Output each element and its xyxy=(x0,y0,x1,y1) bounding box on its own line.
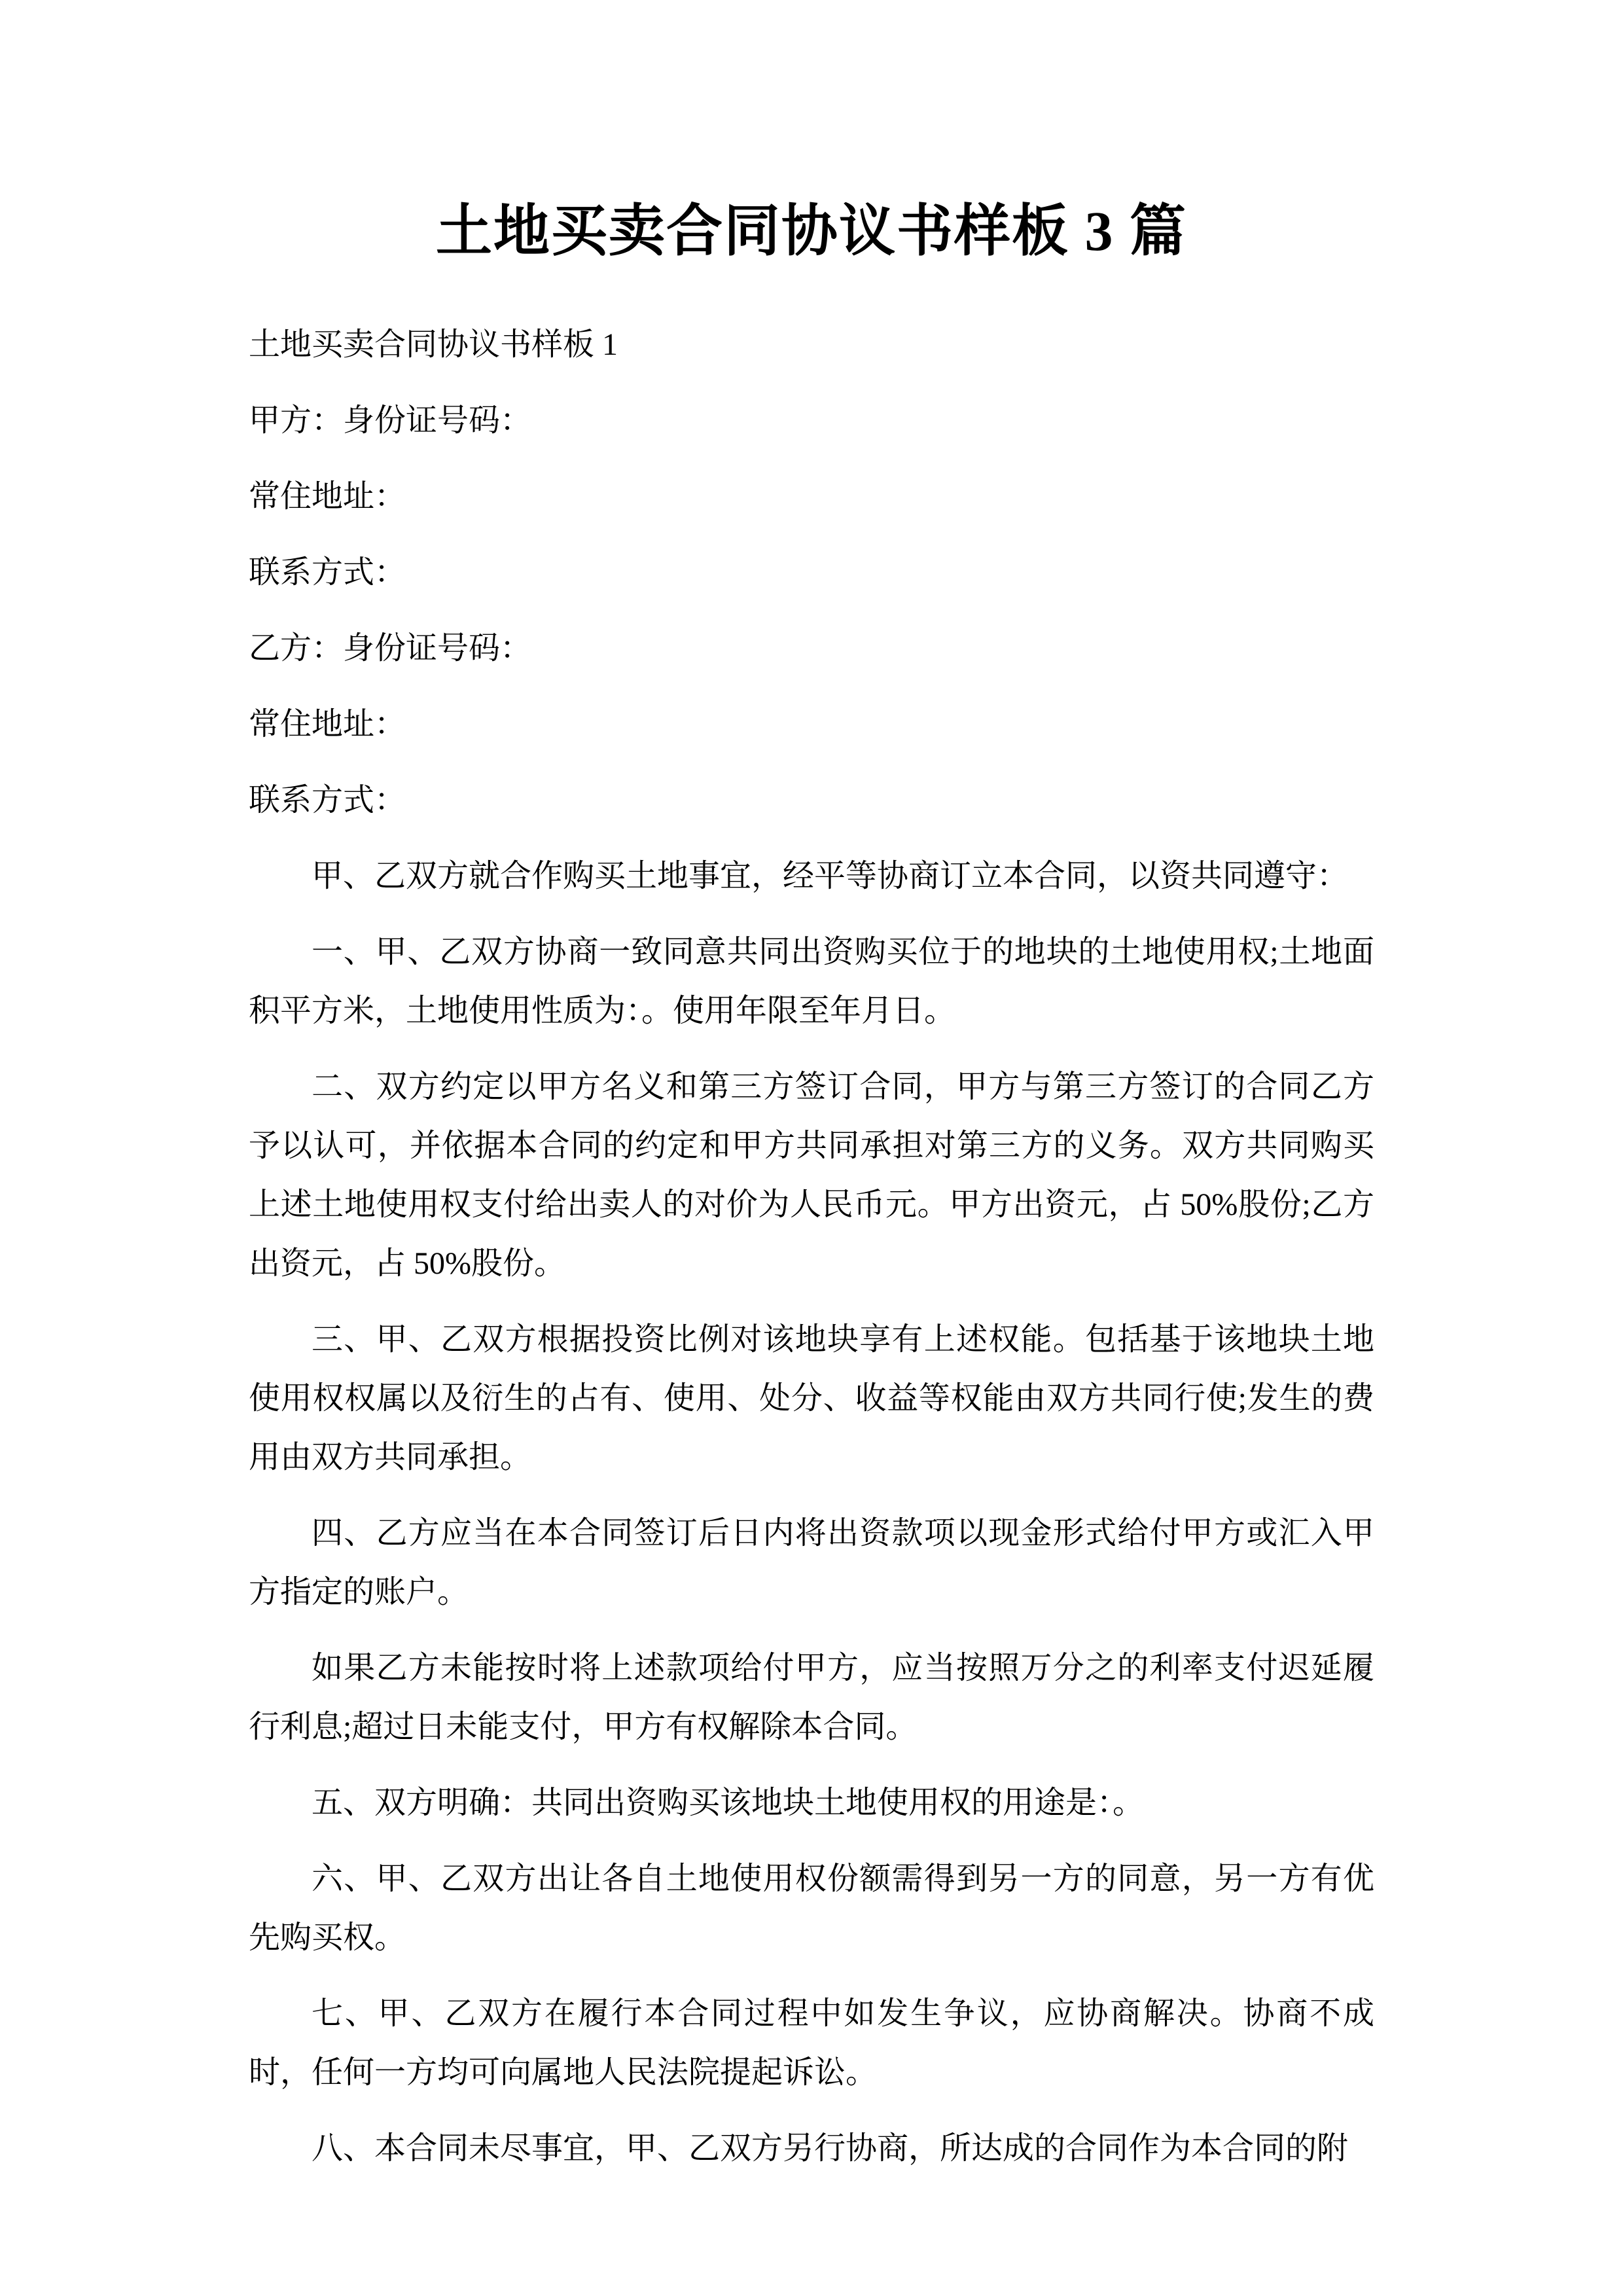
paragraph-party-a-contact: 联系方式： xyxy=(249,554,406,590)
paragraph-party-a-address: 常住地址： xyxy=(249,478,406,514)
paragraph-preamble: 甲、乙双方就合作购买土地事宜，经平等协商订立本合同，以资共同遵守： xyxy=(312,858,1349,893)
paragraph-party-b-address: 常住地址： xyxy=(249,706,406,742)
paragraph-clause-3: 三、甲、乙双方根据投资比例对该地块享有上述权能。包括基于该地块土地使用权权属以及衍生的占有、使用、处分、收益等权能由双方共同行使;发生的费用由双方共同承担。 xyxy=(249,1321,1374,1475)
paragraph-party-b-contact: 联系方式： xyxy=(249,782,406,817)
paragraph-party-a-id: 甲方：身份证号码： xyxy=(249,403,532,438)
paragraph-clause-6: 六、甲、乙双方出让各自土地使用权份额需得到另一方的同意，另一方有优先购买权。 xyxy=(249,1861,1374,1955)
paragraph-party-b-id: 乙方：身份证号码： xyxy=(249,630,532,666)
paragraph-clause-4-note: 如果乙方未能按时将上述款项给付甲方，应当按照万分之的利率支付迟延履行利息;超过日未能支付，甲方有权解除本合同。 xyxy=(249,1650,1374,1744)
paragraph-clause-1: 一、甲、乙双方协商一致同意共同出资购买位于的地块的土地使用权;土地面积平方米，土地使用性质为：。使用年限至年月日。 xyxy=(249,934,1374,1028)
paragraph-clause-4: 四、乙方应当在本合同签订后日内将出资款项以现金形式给付甲方或汇入甲方指定的账户。 xyxy=(249,1515,1374,1609)
paragraph-clause-8: 八、本合同未尽事宜，甲、乙双方另行协商，所达成的合同作为本合同的附 xyxy=(312,2130,1349,2166)
page-title: 土地买卖合同协议书样板 3 篇 xyxy=(436,200,1187,262)
paragraph-clause-5: 五、双方明确：共同出资购买该地块土地使用权的用途是：。 xyxy=(312,1785,1145,1820)
paragraph-clause-2: 二、双方约定以甲方名义和第三方签订合同，甲方与第三方签订的合同乙方予以认可，并依据本合同的约定和甲方共同承担对第三方的义务。双方共同购买上述土地使用权支付给出卖人的对价为人民币元。甲方出资元，占 50%股份;乙方出资元，占 50%股份。 xyxy=(249,1069,1374,1281)
paragraph-sample-heading-1: 土地买卖合同协议书样板 1 xyxy=(249,327,618,362)
paragraph-clause-7: 七、甲、乙双方在履行本合同过程中如发生争议，应协商解决。协商不成时，任何一方均可向属地人民法院提起诉讼。 xyxy=(249,1996,1374,2090)
document-body xyxy=(249,315,1374,2178)
